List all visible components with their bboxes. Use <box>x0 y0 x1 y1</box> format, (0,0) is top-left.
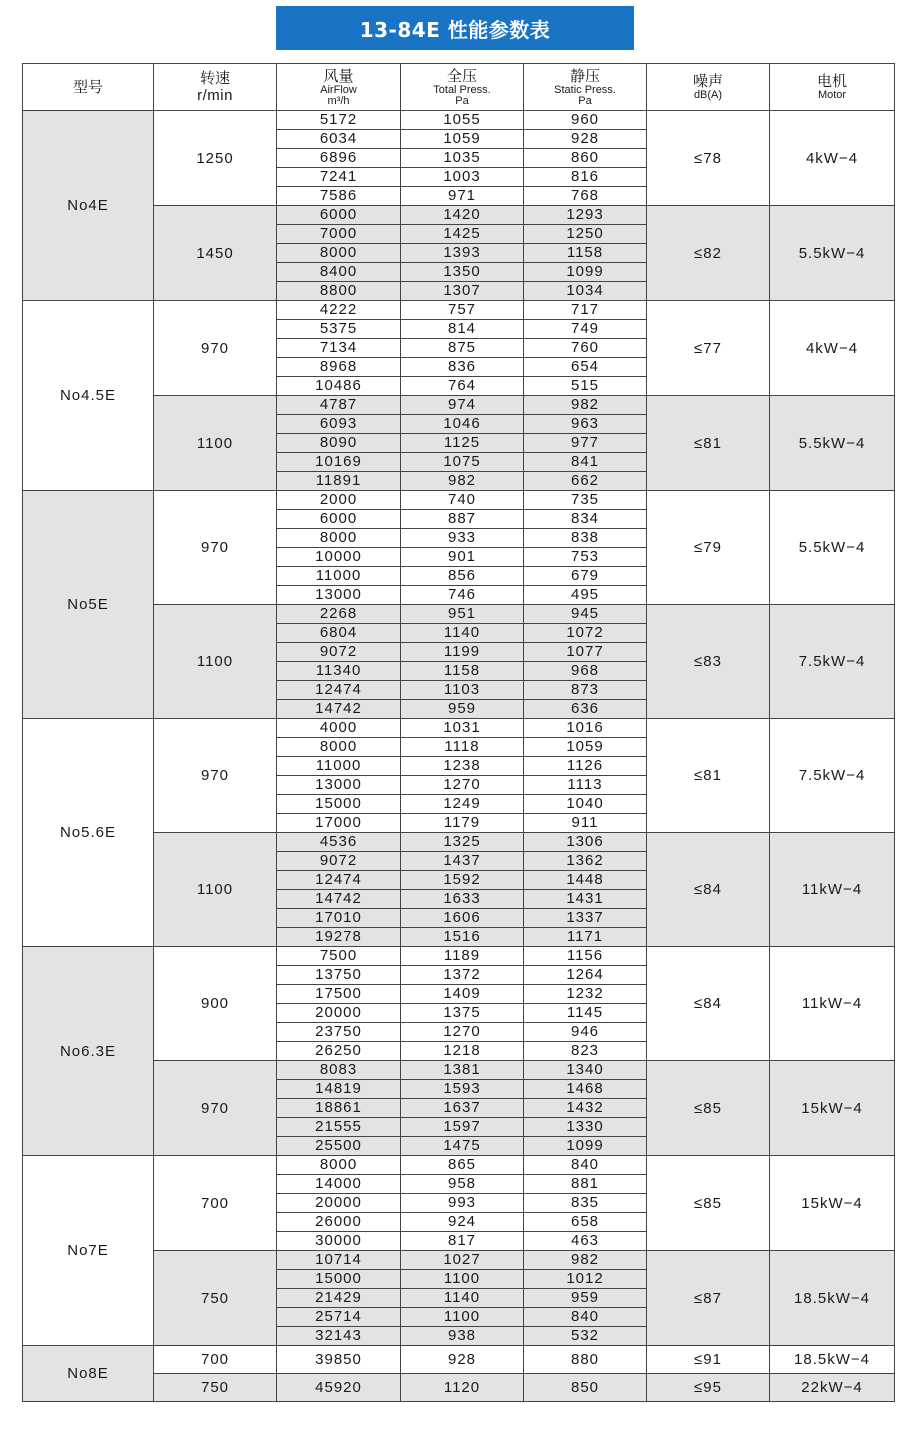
total-press-cell: 1393 <box>401 244 524 263</box>
header-motor-cn: 电机 <box>816 73 847 90</box>
static-press-cell: 495 <box>524 586 647 605</box>
model-cell: No5.6E <box>23 719 154 947</box>
airflow-cell: 39850 <box>277 1346 401 1374</box>
static-press-cell: 1431 <box>524 890 647 909</box>
static-press-cell: 840 <box>524 1308 647 1327</box>
table-row <box>23 301 895 320</box>
airflow-cell: 17010 <box>277 909 401 928</box>
static-press-cell: 1468 <box>524 1080 647 1099</box>
total-press-cell: 1475 <box>401 1137 524 1156</box>
airflow-cell: 6896 <box>277 149 401 168</box>
airflow-cell: 6804 <box>277 624 401 643</box>
airflow-cell: 8090 <box>277 434 401 453</box>
header-model <box>23 64 154 111</box>
static-press-cell: 960 <box>524 111 647 130</box>
static-press-cell: 1077 <box>524 643 647 662</box>
static-press-cell: 1099 <box>524 263 647 282</box>
noise-cell: ≤85 <box>647 1156 770 1251</box>
total-press-cell: 1606 <box>401 909 524 928</box>
airflow-cell: 15000 <box>277 795 401 814</box>
airflow-cell: 14819 <box>277 1080 401 1099</box>
noise-cell: ≤83 <box>647 605 770 719</box>
header-total-press-unit: Pa <box>455 94 469 107</box>
static-press-cell: 463 <box>524 1232 647 1251</box>
total-press-cell: 1425 <box>401 225 524 244</box>
total-press-cell: 1035 <box>401 149 524 168</box>
static-press-cell: 1099 <box>524 1137 647 1156</box>
airflow-cell: 7500 <box>277 947 401 966</box>
total-press-cell: 901 <box>401 548 524 567</box>
airflow-cell: 21429 <box>277 1289 401 1308</box>
model-cell: No5E <box>23 491 154 719</box>
airflow-cell: 13000 <box>277 776 401 795</box>
total-press-cell: 993 <box>401 1194 524 1213</box>
header-noise-cn: 噪声 <box>692 73 723 90</box>
total-press-cell: 1381 <box>401 1061 524 1080</box>
total-press-cell: 1140 <box>401 624 524 643</box>
airflow-cell: 8000 <box>277 529 401 548</box>
table-row <box>23 206 895 225</box>
total-press-cell: 1189 <box>401 947 524 966</box>
airflow-cell: 8400 <box>277 263 401 282</box>
static-press-cell: 835 <box>524 1194 647 1213</box>
airflow-cell: 13750 <box>277 966 401 985</box>
static-press-cell: 768 <box>524 187 647 206</box>
total-press-cell: 1120 <box>401 1374 524 1402</box>
noise-cell: ≤78 <box>647 111 770 206</box>
total-press-cell: 1059 <box>401 130 524 149</box>
noise-cell: ≤79 <box>647 491 770 605</box>
total-press-cell: 1409 <box>401 985 524 1004</box>
static-press-cell: 850 <box>524 1374 647 1402</box>
table-body <box>23 111 895 1402</box>
total-press-cell: 887 <box>401 510 524 529</box>
motor-cell: 11kW−4 <box>770 947 895 1061</box>
airflow-cell: 32143 <box>277 1327 401 1346</box>
header-airflow-cn: 风量 <box>323 67 354 85</box>
static-press-cell: 1158 <box>524 244 647 263</box>
performance-table <box>22 63 895 1402</box>
airflow-cell: 17000 <box>277 814 401 833</box>
airflow-cell: 45920 <box>277 1374 401 1402</box>
airflow-cell: 19278 <box>277 928 401 947</box>
airflow-cell: 2000 <box>277 491 401 510</box>
noise-cell: ≤81 <box>647 396 770 491</box>
table-row <box>23 1346 895 1374</box>
static-press-cell: 1362 <box>524 852 647 871</box>
header-static-press <box>524 64 647 111</box>
motor-cell: 15kW−4 <box>770 1061 895 1156</box>
motor-cell: 18.5kW−4 <box>770 1251 895 1346</box>
table-row <box>23 719 895 738</box>
static-press-cell: 717 <box>524 301 647 320</box>
airflow-cell: 10000 <box>277 548 401 567</box>
motor-cell: 4kW−4 <box>770 111 895 206</box>
static-press-cell: 823 <box>524 1042 647 1061</box>
static-press-cell: 679 <box>524 567 647 586</box>
static-press-cell: 532 <box>524 1327 647 1346</box>
header-total-press-cn: 全压 <box>446 67 477 85</box>
total-press-cell: 1140 <box>401 1289 524 1308</box>
static-press-cell: 753 <box>524 548 647 567</box>
static-press-cell: 834 <box>524 510 647 529</box>
total-press-cell: 1597 <box>401 1118 524 1137</box>
static-press-cell: 1171 <box>524 928 647 947</box>
static-press-cell: 735 <box>524 491 647 510</box>
airflow-cell: 5375 <box>277 320 401 339</box>
table-row <box>23 1156 895 1175</box>
motor-cell: 4kW−4 <box>770 301 895 396</box>
total-press-cell: 1100 <box>401 1270 524 1289</box>
static-press-cell: 1113 <box>524 776 647 795</box>
speed-cell: 1100 <box>154 396 277 491</box>
table-row <box>23 396 895 415</box>
speed-cell: 1450 <box>154 206 277 301</box>
table-row <box>23 111 895 130</box>
static-press-cell: 1306 <box>524 833 647 852</box>
airflow-cell: 5172 <box>277 111 401 130</box>
total-press-cell: 1003 <box>401 168 524 187</box>
airflow-cell: 8968 <box>277 358 401 377</box>
airflow-cell: 21555 <box>277 1118 401 1137</box>
total-press-cell: 764 <box>401 377 524 396</box>
total-press-cell: 1103 <box>401 681 524 700</box>
airflow-cell: 8000 <box>277 244 401 263</box>
total-press-cell: 1372 <box>401 966 524 985</box>
airflow-cell: 7000 <box>277 225 401 244</box>
airflow-cell: 14742 <box>277 890 401 909</box>
total-press-cell: 1437 <box>401 852 524 871</box>
speed-cell: 970 <box>154 1061 277 1156</box>
airflow-cell: 10714 <box>277 1251 401 1270</box>
static-press-cell: 982 <box>524 396 647 415</box>
airflow-cell: 10169 <box>277 453 401 472</box>
airflow-cell: 25500 <box>277 1137 401 1156</box>
airflow-cell: 9072 <box>277 852 401 871</box>
table-row <box>23 833 895 852</box>
static-press-cell: 1250 <box>524 225 647 244</box>
total-press-cell: 814 <box>401 320 524 339</box>
total-press-cell: 856 <box>401 567 524 586</box>
total-press-cell: 1075 <box>401 453 524 472</box>
header-row <box>23 64 895 111</box>
airflow-cell: 6034 <box>277 130 401 149</box>
static-press-cell: 1264 <box>524 966 647 985</box>
noise-cell: ≤95 <box>647 1374 770 1402</box>
total-press-cell: 1055 <box>401 111 524 130</box>
speed-cell: 970 <box>154 301 277 396</box>
airflow-cell: 4000 <box>277 719 401 738</box>
speed-cell: 700 <box>154 1346 277 1374</box>
airflow-cell: 26250 <box>277 1042 401 1061</box>
airflow-cell: 13000 <box>277 586 401 605</box>
total-press-cell: 1100 <box>401 1308 524 1327</box>
static-press-cell: 982 <box>524 1251 647 1270</box>
airflow-cell: 17500 <box>277 985 401 1004</box>
noise-cell: ≤85 <box>647 1061 770 1156</box>
total-press-cell: 938 <box>401 1327 524 1346</box>
airflow-cell: 20000 <box>277 1194 401 1213</box>
table-row <box>23 1061 895 1080</box>
header-noise <box>647 64 770 111</box>
airflow-cell: 9072 <box>277 643 401 662</box>
static-press-cell: 636 <box>524 700 647 719</box>
static-press-cell: 658 <box>524 1213 647 1232</box>
static-press-cell: 959 <box>524 1289 647 1308</box>
speed-cell: 1100 <box>154 833 277 947</box>
static-press-cell: 1034 <box>524 282 647 301</box>
header-total-press <box>401 64 524 111</box>
static-press-cell: 1232 <box>524 985 647 1004</box>
static-press-cell: 881 <box>524 1175 647 1194</box>
airflow-cell: 2268 <box>277 605 401 624</box>
model-cell: No7E <box>23 1156 154 1346</box>
static-press-cell: 968 <box>524 662 647 681</box>
static-press-cell: 1340 <box>524 1061 647 1080</box>
total-press-cell: 1031 <box>401 719 524 738</box>
static-press-cell: 1072 <box>524 624 647 643</box>
total-press-cell: 1633 <box>401 890 524 909</box>
total-press-cell: 974 <box>401 396 524 415</box>
static-press-cell: 1448 <box>524 871 647 890</box>
total-press-cell: 1307 <box>401 282 524 301</box>
total-press-cell: 1592 <box>401 871 524 890</box>
airflow-cell: 8000 <box>277 1156 401 1175</box>
static-press-cell: 977 <box>524 434 647 453</box>
model-cell: No4.5E <box>23 301 154 491</box>
static-press-cell: 1145 <box>524 1004 647 1023</box>
header-speed-unit: r/min <box>197 86 233 104</box>
table-row <box>23 491 895 510</box>
motor-cell: 7.5kW−4 <box>770 605 895 719</box>
total-press-cell: 740 <box>401 491 524 510</box>
total-press-cell: 865 <box>401 1156 524 1175</box>
table-title: 13-84E 性能参数表 <box>276 6 634 50</box>
total-press-cell: 1046 <box>401 415 524 434</box>
total-press-cell: 1249 <box>401 795 524 814</box>
static-press-cell: 662 <box>524 472 647 491</box>
airflow-cell: 10486 <box>277 377 401 396</box>
static-press-cell: 841 <box>524 453 647 472</box>
airflow-cell: 18861 <box>277 1099 401 1118</box>
total-press-cell: 1179 <box>401 814 524 833</box>
header-airflow-unit: m³/h <box>327 94 350 107</box>
total-press-cell: 933 <box>401 529 524 548</box>
static-press-cell: 749 <box>524 320 647 339</box>
airflow-cell: 11000 <box>277 567 401 586</box>
static-press-cell: 515 <box>524 377 647 396</box>
speed-cell: 700 <box>154 1156 277 1251</box>
total-press-cell: 746 <box>401 586 524 605</box>
static-press-cell: 1293 <box>524 206 647 225</box>
static-press-cell: 1432 <box>524 1099 647 1118</box>
airflow-cell: 25714 <box>277 1308 401 1327</box>
total-press-cell: 1125 <box>401 434 524 453</box>
static-press-cell: 1156 <box>524 947 647 966</box>
speed-cell: 1250 <box>154 111 277 206</box>
static-press-cell: 860 <box>524 149 647 168</box>
noise-cell: ≤82 <box>647 206 770 301</box>
total-press-cell: 959 <box>401 700 524 719</box>
static-press-cell: 816 <box>524 168 647 187</box>
airflow-cell: 15000 <box>277 1270 401 1289</box>
static-press-cell: 654 <box>524 358 647 377</box>
total-press-cell: 1199 <box>401 643 524 662</box>
total-press-cell: 875 <box>401 339 524 358</box>
table-row <box>23 947 895 966</box>
total-press-cell: 1027 <box>401 1251 524 1270</box>
motor-cell: 22kW−4 <box>770 1374 895 1402</box>
total-press-cell: 1238 <box>401 757 524 776</box>
speed-cell: 970 <box>154 491 277 605</box>
total-press-cell: 757 <box>401 301 524 320</box>
motor-cell: 7.5kW−4 <box>770 719 895 833</box>
airflow-cell: 6000 <box>277 206 401 225</box>
header-static-press-cn: 静压 <box>569 67 600 85</box>
header-airflow-en: AirFlow <box>320 83 357 96</box>
airflow-cell: 11340 <box>277 662 401 681</box>
header-static-press-unit: Pa <box>578 94 592 107</box>
header-noise-unit: dB(A) <box>693 89 723 101</box>
static-press-cell: 873 <box>524 681 647 700</box>
motor-cell: 15kW−4 <box>770 1156 895 1251</box>
airflow-cell: 11000 <box>277 757 401 776</box>
airflow-cell: 12474 <box>277 871 401 890</box>
motor-cell: 5.5kW−4 <box>770 491 895 605</box>
noise-cell: ≤84 <box>647 947 770 1061</box>
total-press-cell: 1375 <box>401 1004 524 1023</box>
total-press-cell: 1516 <box>401 928 524 947</box>
static-press-cell: 928 <box>524 130 647 149</box>
total-press-cell: 836 <box>401 358 524 377</box>
header-motor-en: Motor <box>817 89 847 101</box>
header-speed-cn: 转速 <box>199 69 230 87</box>
total-press-cell: 958 <box>401 1175 524 1194</box>
total-press-cell: 951 <box>401 605 524 624</box>
noise-cell: ≤87 <box>647 1251 770 1346</box>
header-model-cn: 型号 <box>72 78 103 96</box>
static-press-cell: 1012 <box>524 1270 647 1289</box>
airflow-cell: 7134 <box>277 339 401 358</box>
static-press-cell: 963 <box>524 415 647 434</box>
model-cell: No4E <box>23 111 154 301</box>
total-press-cell: 1637 <box>401 1099 524 1118</box>
static-press-cell: 1040 <box>524 795 647 814</box>
total-press-cell: 924 <box>401 1213 524 1232</box>
static-press-cell: 911 <box>524 814 647 833</box>
motor-cell: 5.5kW−4 <box>770 206 895 301</box>
noise-cell: ≤81 <box>647 719 770 833</box>
airflow-cell: 20000 <box>277 1004 401 1023</box>
speed-cell: 970 <box>154 719 277 833</box>
header-total-press-en: Total Press. <box>433 83 491 96</box>
airflow-cell: 6000 <box>277 510 401 529</box>
speed-cell: 750 <box>154 1374 277 1402</box>
airflow-cell: 23750 <box>277 1023 401 1042</box>
header-motor <box>770 64 895 111</box>
speed-cell: 1100 <box>154 605 277 719</box>
total-press-cell: 1218 <box>401 1042 524 1061</box>
total-press-cell: 928 <box>401 1346 524 1374</box>
airflow-cell: 11891 <box>277 472 401 491</box>
total-press-cell: 1350 <box>401 263 524 282</box>
airflow-cell: 26000 <box>277 1213 401 1232</box>
total-press-cell: 971 <box>401 187 524 206</box>
table-row <box>23 1374 895 1402</box>
airflow-cell: 4222 <box>277 301 401 320</box>
airflow-cell: 7586 <box>277 187 401 206</box>
total-press-cell: 1158 <box>401 662 524 681</box>
static-press-cell: 1330 <box>524 1118 647 1137</box>
noise-cell: ≤77 <box>647 301 770 396</box>
header-speed <box>154 64 277 111</box>
static-press-cell: 840 <box>524 1156 647 1175</box>
model-cell: No6.3E <box>23 947 154 1156</box>
airflow-cell: 8000 <box>277 738 401 757</box>
table-row <box>23 605 895 624</box>
header-airflow <box>277 64 401 111</box>
static-press-cell: 946 <box>524 1023 647 1042</box>
airflow-cell: 12474 <box>277 681 401 700</box>
noise-cell: ≤91 <box>647 1346 770 1374</box>
static-press-cell: 1016 <box>524 719 647 738</box>
total-press-cell: 1270 <box>401 1023 524 1042</box>
motor-cell: 5.5kW−4 <box>770 396 895 491</box>
airflow-cell: 14000 <box>277 1175 401 1194</box>
total-press-cell: 817 <box>401 1232 524 1251</box>
total-press-cell: 982 <box>401 472 524 491</box>
airflow-cell: 4787 <box>277 396 401 415</box>
static-press-cell: 1126 <box>524 757 647 776</box>
total-press-cell: 1420 <box>401 206 524 225</box>
speed-cell: 900 <box>154 947 277 1061</box>
airflow-cell: 30000 <box>277 1232 401 1251</box>
motor-cell: 18.5kW−4 <box>770 1346 895 1374</box>
static-press-cell: 1059 <box>524 738 647 757</box>
airflow-cell: 4536 <box>277 833 401 852</box>
airflow-cell: 8083 <box>277 1061 401 1080</box>
static-press-cell: 760 <box>524 339 647 358</box>
static-press-cell: 1337 <box>524 909 647 928</box>
airflow-cell: 8800 <box>277 282 401 301</box>
model-cell: No8E <box>23 1346 154 1402</box>
static-press-cell: 838 <box>524 529 647 548</box>
static-press-cell: 880 <box>524 1346 647 1374</box>
total-press-cell: 1270 <box>401 776 524 795</box>
total-press-cell: 1118 <box>401 738 524 757</box>
speed-cell: 750 <box>154 1251 277 1346</box>
noise-cell: ≤84 <box>647 833 770 947</box>
total-press-cell: 1593 <box>401 1080 524 1099</box>
table-row <box>23 1251 895 1270</box>
airflow-cell: 6093 <box>277 415 401 434</box>
airflow-cell: 7241 <box>277 168 401 187</box>
airflow-cell: 14742 <box>277 700 401 719</box>
header-static-press-en: Static Press. <box>554 83 616 96</box>
static-press-cell: 945 <box>524 605 647 624</box>
total-press-cell: 1325 <box>401 833 524 852</box>
motor-cell: 11kW−4 <box>770 833 895 947</box>
